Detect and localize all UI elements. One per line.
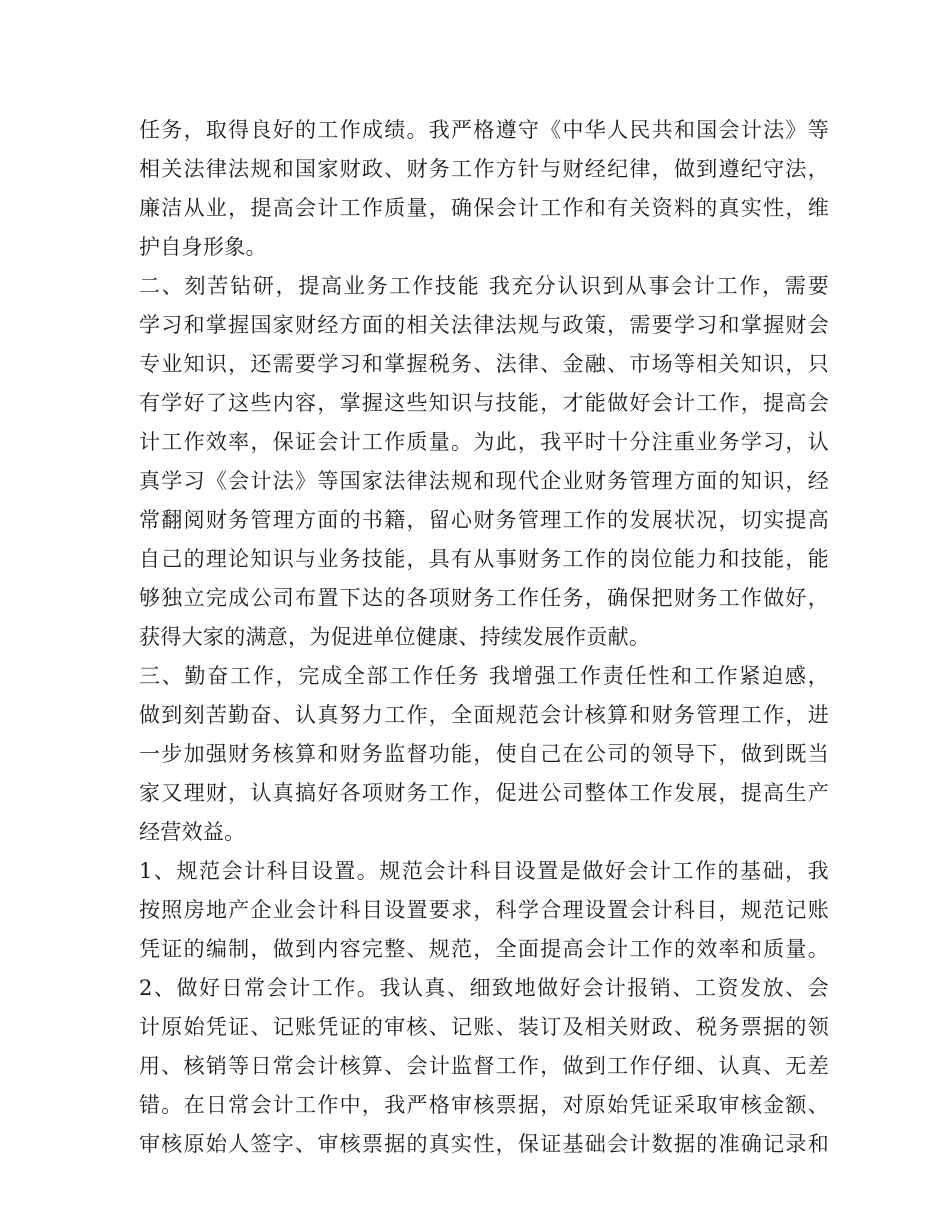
text-line: 经营效益。: [139, 820, 246, 844]
text-line: 护自身形象。: [139, 235, 267, 259]
text-line: 计原始凭证、记账凭证的审核、记账、装订及相关财政、税务票据的领: [139, 1015, 829, 1039]
text-line: 审核原始人签字、审核票据的真实性，保证基础会计数据的准确记录和: [139, 1132, 829, 1156]
text-line: 任务，取得良好的工作成绩。我严格遵守《中华人民共和国会计法》等: [139, 118, 829, 142]
document-body: [139, 111, 829, 1164]
list-item-line: 1、规范会计科目设置。规范会计科目设置是做好会计工作的基础，我: [139, 859, 829, 883]
text-line: 廉洁从业，提高会计工作质量，确保会计工作和有关资料的真实性，维: [139, 196, 829, 220]
section-heading-line: 三、勤奋工作，完成全部工作任务 我增强工作责任性和工作紧迫感，: [139, 664, 829, 688]
section-heading-line: 二、刻苦钻研，提高业务工作技能 我充分认识到从事会计工作，需要: [139, 274, 829, 298]
text-line: 自己的理论知识与业务技能，具有从事财务工作的岗位能力和技能，能: [139, 547, 829, 571]
text-line: 有学好了这些内容，掌握这些知识与技能，才能做好会计工作，提高会: [139, 391, 829, 415]
text-line: 凭证的编制，做到内容完整、规范，全面提高会计工作的效率和质量。: [139, 937, 829, 961]
text-line: 计工作效率，保证会计工作质量。为此，我平时十分注重业务学习，认: [139, 430, 829, 454]
list-item-line: 2、做好日常会计工作。我认真、细致地做好会计报销、工资发放、会: [139, 976, 829, 1000]
text-line: 获得大家的满意，为促进单位健康、持续发展作贡献。: [139, 625, 651, 649]
text-line: 错。在日常会计工作中，我严格审核票据，对原始凭证采取审核金额、: [139, 1093, 829, 1117]
text-line: 相关法律法规和国家财政、财务工作方针与财经纪律，做到遵纪守法，: [139, 157, 829, 181]
text-line: 做到刻苦勤奋、认真努力工作，全面规范会计核算和财务管理工作，进: [139, 703, 829, 727]
text-line: 够独立完成公司布置下达的各项财务工作任务，确保把财务工作做好，: [139, 586, 829, 610]
text-line: 学习和掌握国家财经方面的相关法律法规与政策，需要学习和掌握财会: [139, 313, 829, 337]
text-line: 按照房地产企业会计科目设置要求，科学合理设置会计科目，规范记账: [139, 898, 829, 922]
text-line: 一步加强财务核算和财务监督功能，使自己在公司的领导下，做到既当: [139, 742, 829, 766]
text-line: 常翻阅财务管理方面的书籍，留心财务管理工作的发展状况，切实提高: [139, 508, 829, 532]
text-line: 专业知识，还需要学习和掌握税务、法律、金融、市场等相关知识，只: [139, 352, 829, 376]
text-line: 用、核销等日常会计核算、会计监督工作，做到工作仔细、认真、无差: [139, 1054, 829, 1078]
text-line: 家又理财，认真搞好各项财务工作，促进公司整体工作发展，提高生产: [139, 781, 829, 805]
text-line: 真学习《会计法》等国家法律法规和现代企业财务管理方面的知识，经: [139, 469, 829, 493]
